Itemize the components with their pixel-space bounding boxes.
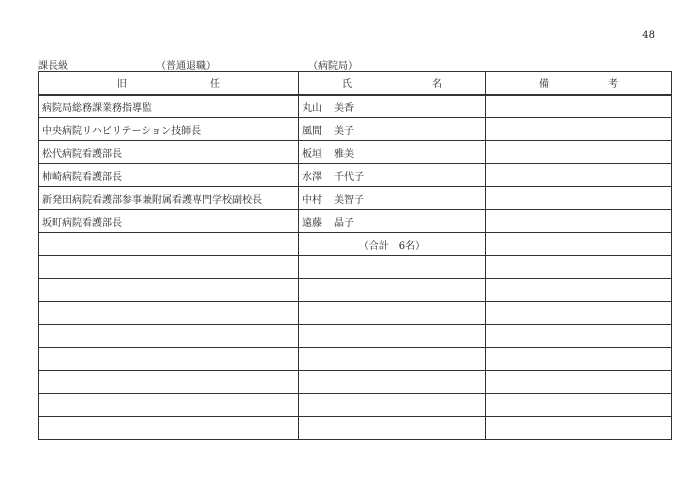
empty-cell (299, 279, 486, 302)
name-cell (299, 118, 486, 141)
empty-cell (39, 302, 299, 325)
empty-row (39, 256, 672, 279)
name-cell (299, 187, 486, 210)
empty-cell (39, 279, 299, 302)
page-number: 48 (642, 30, 655, 41)
empty-row (39, 394, 672, 417)
table-header-row (39, 72, 672, 95)
table-row (39, 164, 672, 187)
former-post-cell: 中央病院リハビリテーション技師長 (39, 118, 299, 141)
remarks-cell (486, 95, 672, 118)
former-post-cell: 松代病院看護部長 (39, 141, 299, 164)
given-name: 美智子 (334, 194, 364, 206)
empty-cell (39, 325, 299, 348)
empty-cell (299, 348, 486, 371)
remarks-cell (486, 141, 672, 164)
total-row (39, 233, 672, 256)
name-cell (299, 210, 486, 233)
empty-cell (299, 417, 486, 440)
empty-row (39, 325, 672, 348)
remarks-header: 備 考 (486, 72, 672, 95)
empty-row (39, 348, 672, 371)
empty-cell (39, 256, 299, 279)
surname: 遠藤 (302, 217, 322, 229)
table-row (39, 187, 672, 210)
surname: 風間 (302, 125, 322, 137)
empty-row (39, 417, 672, 440)
surname: 中村 (302, 194, 322, 206)
retirement-category-label: （普通退職） (156, 61, 216, 72)
given-name: 美子 (334, 125, 354, 137)
given-name: 美香 (334, 102, 354, 114)
surname: 板垣 (302, 148, 322, 160)
rank-label: 課長級 (38, 61, 68, 72)
table-row (39, 118, 672, 141)
empty-cell (486, 348, 672, 371)
name-cell (299, 164, 486, 187)
former-post-cell: 病院局総務課業務指導監 (39, 95, 299, 118)
given-name: 雅美 (334, 148, 354, 160)
table-row (39, 95, 672, 118)
empty-cell (486, 302, 672, 325)
former-post-cell: 新発田病院看護部参事兼附属看護専門学校副校長 (39, 187, 299, 210)
remarks-cell (486, 210, 672, 233)
remarks-cell (486, 187, 672, 210)
given-name: 千代子 (334, 171, 364, 183)
empty-cell (299, 302, 486, 325)
empty-cell (299, 256, 486, 279)
empty-row (39, 371, 672, 394)
table-row (39, 210, 672, 233)
empty-cell (486, 394, 672, 417)
empty-row (39, 302, 672, 325)
empty-cell (299, 394, 486, 417)
personnel-table (38, 71, 672, 440)
empty-cell (486, 233, 672, 256)
empty-cell (39, 371, 299, 394)
total-count: （合計 6名） (299, 233, 486, 256)
empty-cell (486, 371, 672, 394)
former-post-cell: 柿崎病院看護部長 (39, 164, 299, 187)
remarks-cell (486, 118, 672, 141)
table-row (39, 141, 672, 164)
empty-cell (486, 256, 672, 279)
empty-cell (39, 233, 299, 256)
empty-cell (486, 279, 672, 302)
name-header: 氏 名 (299, 72, 486, 95)
empty-row (39, 279, 672, 302)
empty-cell (39, 417, 299, 440)
empty-cell (299, 325, 486, 348)
name-cell (299, 141, 486, 164)
empty-cell (299, 371, 486, 394)
bureau-label: （病院局） (308, 61, 358, 72)
empty-cell (39, 348, 299, 371)
former-post-cell: 坂町病院看護部長 (39, 210, 299, 233)
given-name: 晶子 (334, 217, 354, 229)
remarks-cell (486, 164, 672, 187)
surname: 丸山 (302, 102, 322, 114)
empty-cell (39, 394, 299, 417)
former-post-header: 旧 任 (39, 72, 299, 95)
surname: 水澤 (302, 171, 322, 183)
empty-cell (486, 417, 672, 440)
empty-cell (486, 325, 672, 348)
name-cell (299, 95, 486, 118)
